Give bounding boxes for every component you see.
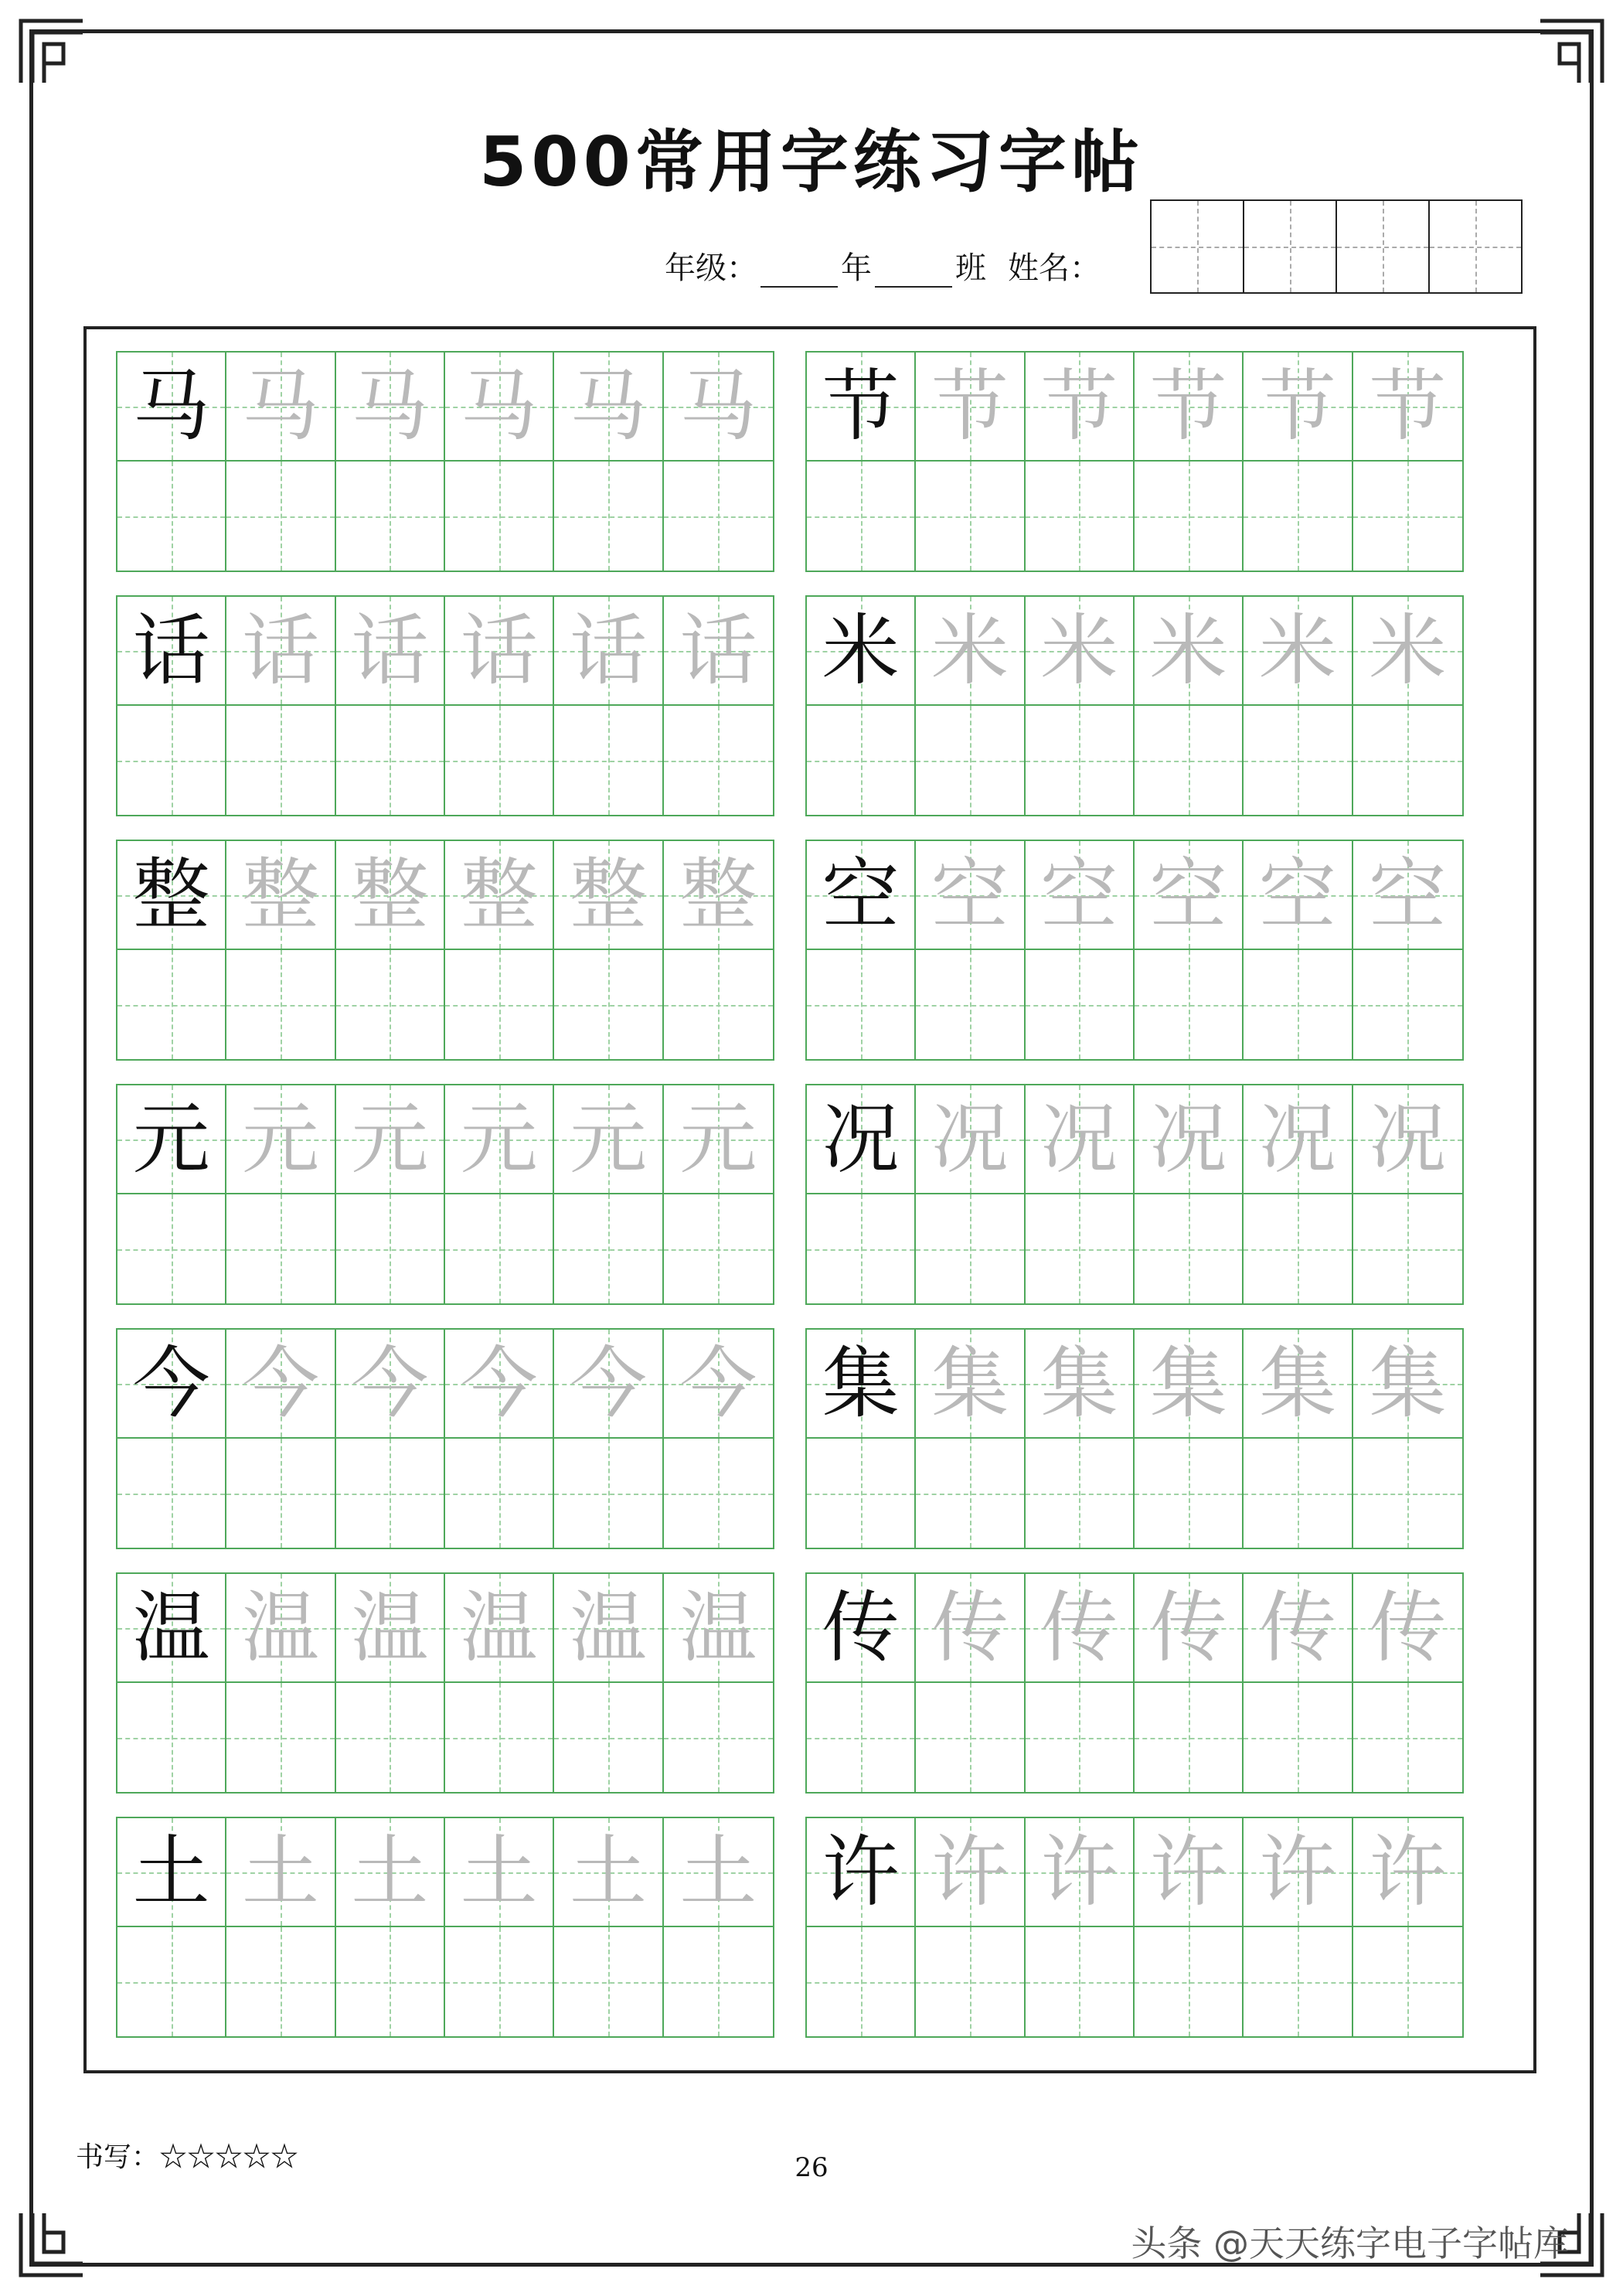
grid-cell[interactable] — [554, 1818, 663, 1927]
name-boxes — [1152, 199, 1523, 294]
trace-character: 集 — [1369, 1337, 1447, 1429]
grid-cell[interactable] — [1135, 1194, 1244, 1303]
grid-cell[interactable] — [1353, 462, 1462, 571]
trace-character: 今 — [351, 1337, 429, 1429]
grid-cell[interactable] — [336, 1683, 445, 1792]
trace-character: 整 — [679, 849, 757, 940]
grid-cell[interactable] — [664, 1818, 773, 1927]
trace-character: 元 — [351, 1093, 429, 1184]
trace-character: 今 — [679, 1337, 757, 1429]
practice-area — [83, 326, 1536, 2073]
trace-character: 许 — [1258, 1826, 1336, 1917]
trace-character: 温 — [241, 1582, 319, 1673]
trace-character: 传 — [1369, 1582, 1447, 1673]
model-character: 温 — [132, 1582, 210, 1673]
grid-cell[interactable] — [226, 1818, 335, 1927]
year-label: 年 — [841, 250, 872, 286]
trace-character: 今 — [460, 1337, 538, 1429]
practice-block — [805, 1084, 1464, 1305]
grid-cell[interactable] — [1135, 462, 1244, 571]
grid-cell[interactable] — [1135, 1927, 1244, 2036]
grid-cell[interactable] — [445, 1439, 554, 1548]
grid-cell[interactable] — [445, 597, 554, 706]
grid-cell[interactable] — [117, 1683, 226, 1792]
model-character: 集 — [822, 1337, 900, 1429]
trace-character: 节 — [1369, 360, 1447, 451]
grid-cell[interactable] — [226, 1574, 335, 1683]
model-character: 米 — [822, 605, 900, 696]
trace-character: 况 — [1258, 1093, 1336, 1184]
grid-cell[interactable] — [807, 462, 916, 571]
grid-cell[interactable] — [226, 1927, 335, 2036]
model-character: 今 — [132, 1337, 210, 1429]
grid-cell[interactable] — [807, 1574, 916, 1683]
page-title: 500常用字练习字帖 — [479, 122, 1144, 202]
grid-cell[interactable] — [1353, 1574, 1462, 1683]
practice-block — [805, 351, 1464, 572]
trace-character: 马 — [241, 360, 319, 451]
trace-character: 米 — [1258, 605, 1336, 696]
grid-cell[interactable] — [664, 1085, 773, 1194]
grid-cell[interactable] — [1244, 1330, 1352, 1439]
practice-block — [116, 840, 774, 1061]
grid-cell[interactable] — [1244, 1574, 1352, 1683]
trace-character: 许 — [1040, 1826, 1118, 1917]
trace-character: 米 — [931, 605, 1009, 696]
trace-character: 节 — [931, 360, 1009, 451]
trace-character: 整 — [569, 849, 647, 940]
grid-cell[interactable] — [664, 1574, 773, 1683]
trace-character: 传 — [1040, 1582, 1118, 1673]
grid-cell[interactable] — [336, 1439, 445, 1548]
name-box[interactable] — [1243, 199, 1337, 294]
grid-cell[interactable] — [226, 1330, 335, 1439]
practice-block — [116, 351, 774, 572]
model-character: 马 — [132, 360, 210, 451]
grid-cell[interactable] — [807, 353, 916, 462]
grid-cell[interactable] — [226, 597, 335, 706]
rating-stars[interactable]: ☆☆☆☆☆ — [159, 2141, 299, 2173]
grid-cell[interactable] — [1353, 841, 1462, 950]
grid-cell[interactable] — [226, 706, 335, 815]
practice-block — [116, 1572, 774, 1794]
grid-cell[interactable] — [445, 462, 554, 571]
grid-cell[interactable] — [226, 1439, 335, 1548]
student-info — [665, 244, 1101, 288]
grid-cell[interactable] — [1135, 1574, 1244, 1683]
trace-character: 米 — [1149, 605, 1227, 696]
model-character: 许 — [822, 1826, 900, 1917]
grid-cell[interactable] — [1026, 706, 1135, 815]
grid-cell[interactable] — [117, 1085, 226, 1194]
grid-cell[interactable] — [807, 1330, 916, 1439]
model-character: 节 — [822, 360, 900, 451]
grid-cell[interactable] — [1135, 1439, 1244, 1548]
trace-character: 话 — [679, 605, 757, 696]
grid-cell[interactable] — [1244, 353, 1352, 462]
grid-cell[interactable] — [916, 1194, 1025, 1303]
grid-cell[interactable] — [554, 1574, 663, 1683]
grid-cell[interactable] — [445, 1818, 554, 1927]
grid-cell[interactable] — [445, 1927, 554, 2036]
grid-cell[interactable] — [336, 1818, 445, 1927]
trace-character: 况 — [1149, 1093, 1227, 1184]
model-character: 况 — [822, 1093, 900, 1184]
corner-ornament-icon — [17, 2209, 87, 2279]
grid-cell[interactable] — [336, 1085, 445, 1194]
grid-cell[interactable] — [336, 1927, 445, 2036]
grid-cell[interactable] — [554, 462, 663, 571]
grid-cell[interactable] — [1135, 353, 1244, 462]
trace-character: 温 — [569, 1582, 647, 1673]
trace-character: 米 — [1369, 605, 1447, 696]
grid-cell[interactable] — [554, 1927, 663, 2036]
grid-cell[interactable] — [226, 841, 335, 950]
trace-character: 节 — [1149, 360, 1227, 451]
grid-cell[interactable] — [807, 1683, 916, 1792]
grid-cell[interactable] — [1135, 597, 1244, 706]
trace-character: 传 — [931, 1582, 1009, 1673]
grid-cell[interactable] — [117, 1927, 226, 2036]
grid-cell[interactable] — [1026, 353, 1135, 462]
grid-cell[interactable] — [664, 1683, 773, 1792]
grid-cell[interactable] — [1244, 462, 1352, 571]
grid-cell[interactable] — [1135, 706, 1244, 815]
grid-cell[interactable] — [1353, 353, 1462, 462]
grid-cell[interactable] — [445, 1330, 554, 1439]
grid-cell[interactable] — [1353, 1085, 1462, 1194]
trace-character: 温 — [460, 1582, 538, 1673]
grid-cell[interactable] — [1353, 1439, 1462, 1548]
grid-cell[interactable] — [117, 1330, 226, 1439]
grid-cell[interactable] — [1135, 950, 1244, 1059]
grid-cell[interactable] — [554, 597, 663, 706]
grid-cell[interactable] — [916, 841, 1025, 950]
trace-character: 马 — [351, 360, 429, 451]
grid-cell[interactable] — [664, 841, 773, 950]
grid-cell[interactable] — [807, 1194, 916, 1303]
grid-cell[interactable] — [336, 950, 445, 1059]
name-box[interactable] — [1428, 199, 1523, 294]
trace-character: 米 — [1040, 605, 1118, 696]
trace-character: 土 — [569, 1826, 647, 1917]
practice-block — [116, 595, 774, 816]
grid-cell[interactable] — [226, 1194, 335, 1303]
grid-cell[interactable] — [1353, 706, 1462, 815]
practice-block — [805, 840, 1464, 1061]
grid-cell[interactable] — [1244, 1085, 1352, 1194]
trace-character: 土 — [679, 1826, 757, 1917]
grid-cell[interactable] — [664, 597, 773, 706]
grid-cell[interactable] — [916, 597, 1025, 706]
grid-cell[interactable] — [117, 1194, 226, 1303]
grid-cell[interactable] — [1026, 841, 1135, 950]
grid-cell[interactable] — [664, 706, 773, 815]
grid-cell[interactable] — [554, 1194, 663, 1303]
grid-cell[interactable] — [117, 1818, 226, 1927]
trace-character: 话 — [569, 605, 647, 696]
grid-cell[interactable] — [1135, 1818, 1244, 1927]
grid-cell[interactable] — [807, 706, 916, 815]
trace-character: 马 — [569, 360, 647, 451]
grid-cell[interactable] — [916, 1574, 1025, 1683]
grid-cell[interactable] — [1026, 597, 1135, 706]
grid-cell[interactable] — [336, 353, 445, 462]
grid-cell[interactable] — [554, 950, 663, 1059]
name-box[interactable] — [1150, 199, 1244, 294]
grid-cell[interactable] — [1026, 1818, 1135, 1927]
trace-character: 话 — [460, 605, 538, 696]
grid-cell[interactable] — [1026, 1194, 1135, 1303]
grid-cell[interactable] — [336, 841, 445, 950]
trace-character: 整 — [351, 849, 429, 940]
trace-character: 马 — [679, 360, 757, 451]
grid-cell[interactable] — [1026, 950, 1135, 1059]
trace-character: 传 — [1258, 1582, 1336, 1673]
grid-cell[interactable] — [916, 1818, 1025, 1927]
grid-cell[interactable] — [226, 1085, 335, 1194]
grid-cell[interactable] — [554, 841, 663, 950]
practice-block — [116, 1084, 774, 1305]
trace-character: 节 — [1040, 360, 1118, 451]
grade-blank[interactable] — [760, 255, 838, 288]
trace-character: 今 — [241, 1337, 319, 1429]
grid-cell[interactable] — [445, 706, 554, 815]
grid-cell[interactable] — [664, 1330, 773, 1439]
grid-cell[interactable] — [1135, 1085, 1244, 1194]
trace-character: 元 — [679, 1093, 757, 1184]
trace-character: 况 — [1040, 1093, 1118, 1184]
grid-cell[interactable] — [117, 950, 226, 1059]
grid-cell[interactable] — [916, 706, 1025, 815]
trace-character: 许 — [931, 1826, 1009, 1917]
grid-cell[interactable] — [1353, 1194, 1462, 1303]
grid-cell[interactable] — [916, 950, 1025, 1059]
grid-cell[interactable] — [336, 597, 445, 706]
grid-cell[interactable] — [664, 1439, 773, 1548]
grid-cell[interactable] — [445, 1194, 554, 1303]
trace-character: 话 — [241, 605, 319, 696]
trace-character: 空 — [931, 849, 1009, 940]
grid-cell[interactable] — [117, 841, 226, 950]
grid-cell[interactable] — [916, 1927, 1025, 2036]
trace-character: 传 — [1149, 1582, 1227, 1673]
grid-cell[interactable] — [916, 353, 1025, 462]
trace-character: 况 — [1369, 1093, 1447, 1184]
grid-cell[interactable] — [226, 462, 335, 571]
grid-cell[interactable] — [117, 1439, 226, 1548]
grid-cell[interactable] — [1026, 1683, 1135, 1792]
grid-cell[interactable] — [1244, 1683, 1352, 1792]
grid-cell[interactable] — [664, 1927, 773, 2036]
name-label: 姓名： — [1008, 250, 1101, 286]
grid-cell[interactable] — [336, 1194, 445, 1303]
grid-cell[interactable] — [916, 1439, 1025, 1548]
model-character: 空 — [822, 849, 900, 940]
grid-cell[interactable] — [1244, 706, 1352, 815]
model-character: 元 — [132, 1093, 210, 1184]
trace-character: 集 — [1040, 1337, 1118, 1429]
grid-cell[interactable] — [1244, 1927, 1352, 2036]
grid-cell[interactable] — [916, 1330, 1025, 1439]
trace-character: 温 — [679, 1582, 757, 1673]
grid-cell[interactable] — [1353, 1683, 1462, 1792]
grid-cell[interactable] — [664, 950, 773, 1059]
trace-character: 空 — [1149, 849, 1227, 940]
grid-cell[interactable] — [554, 1439, 663, 1548]
grid-cell[interactable] — [554, 353, 663, 462]
trace-character: 集 — [931, 1337, 1009, 1429]
grid-cell[interactable] — [1244, 841, 1352, 950]
practice-block — [116, 1328, 774, 1549]
grid-cell[interactable] — [117, 706, 226, 815]
grid-cell[interactable] — [1244, 597, 1352, 706]
class-blank[interactable] — [875, 255, 952, 288]
grid-cell[interactable] — [226, 950, 335, 1059]
grid-cell[interactable] — [1026, 462, 1135, 571]
grid-cell[interactable] — [807, 1439, 916, 1548]
grid-cell[interactable] — [1353, 1330, 1462, 1439]
grid-cell[interactable] — [916, 1085, 1025, 1194]
trace-character: 集 — [1149, 1337, 1227, 1429]
grid-cell[interactable] — [1135, 1330, 1244, 1439]
practice-block — [805, 1817, 1464, 2038]
trace-character: 马 — [460, 360, 538, 451]
grid-cell[interactable] — [807, 1818, 916, 1927]
grid-cell[interactable] — [1353, 950, 1462, 1059]
grid-cell[interactable] — [1026, 1927, 1135, 2036]
trace-character: 土 — [351, 1826, 429, 1917]
grid-cell[interactable] — [226, 1683, 335, 1792]
grid-cell[interactable] — [445, 353, 554, 462]
trace-character: 今 — [569, 1337, 647, 1429]
grid-cell[interactable] — [554, 706, 663, 815]
grid-cell[interactable] — [1026, 1439, 1135, 1548]
trace-character: 整 — [241, 849, 319, 940]
grid-cell[interactable] — [807, 597, 916, 706]
trace-character: 集 — [1258, 1337, 1336, 1429]
model-character: 整 — [132, 849, 210, 940]
grid-cell[interactable] — [445, 1574, 554, 1683]
grid-cell[interactable] — [445, 1683, 554, 1792]
grid-cell[interactable] — [336, 706, 445, 815]
grid-cell[interactable] — [554, 1683, 663, 1792]
grid-cell[interactable] — [1244, 1439, 1352, 1548]
practice-block — [805, 1328, 1464, 1549]
grid-cell[interactable] — [807, 1085, 916, 1194]
grid-cell[interactable] — [1135, 841, 1244, 950]
grid-cell[interactable] — [1353, 1927, 1462, 2036]
grid-cell[interactable] — [807, 1927, 916, 2036]
grid-cell[interactable] — [336, 462, 445, 571]
watermark: 头条 @天天练字电子字帖库 — [1131, 2223, 1569, 2264]
model-character: 传 — [822, 1582, 900, 1673]
trace-character: 元 — [241, 1093, 319, 1184]
grade-label: 年级： — [665, 250, 757, 286]
model-character: 土 — [132, 1826, 210, 1917]
grid-cell[interactable] — [445, 950, 554, 1059]
grid-cell[interactable] — [336, 1574, 445, 1683]
grid-cell[interactable] — [807, 841, 916, 950]
grid-cell[interactable] — [554, 1330, 663, 1439]
trace-character: 整 — [460, 849, 538, 940]
grid-cell[interactable] — [1353, 1818, 1462, 1927]
grid-cell[interactable] — [117, 1574, 226, 1683]
corner-ornament-icon — [17, 17, 87, 87]
grid-cell[interactable] — [664, 1194, 773, 1303]
practice-block — [116, 1817, 774, 2038]
grid-cell[interactable] — [916, 1683, 1025, 1792]
grid-cell[interactable] — [554, 1085, 663, 1194]
name-box[interactable] — [1335, 199, 1430, 294]
grid-cell[interactable] — [1244, 1194, 1352, 1303]
grid-cell[interactable] — [1244, 1818, 1352, 1927]
trace-character: 土 — [460, 1826, 538, 1917]
grid-cell[interactable] — [916, 462, 1025, 571]
grid-cell[interactable] — [1026, 1085, 1135, 1194]
trace-character: 空 — [1258, 849, 1336, 940]
trace-character: 许 — [1149, 1826, 1227, 1917]
grid-cell[interactable] — [117, 462, 226, 571]
grid-cell[interactable] — [1026, 1574, 1135, 1683]
trace-character: 节 — [1258, 360, 1336, 451]
grid-cell[interactable] — [1244, 950, 1352, 1059]
grid-cell[interactable] — [445, 841, 554, 950]
grid-cell[interactable] — [1026, 1330, 1135, 1439]
trace-character: 空 — [1369, 849, 1447, 940]
trace-character: 温 — [351, 1582, 429, 1673]
class-label: 班 — [955, 250, 986, 286]
grid-cell[interactable] — [336, 1330, 445, 1439]
trace-character: 土 — [241, 1826, 319, 1917]
practice-block — [805, 1572, 1464, 1794]
trace-character: 况 — [931, 1093, 1009, 1184]
grid-cell[interactable] — [226, 353, 335, 462]
trace-character: 话 — [351, 605, 429, 696]
page-number: 26 — [794, 2152, 829, 2183]
practice-block — [805, 595, 1464, 816]
trace-character: 元 — [460, 1093, 538, 1184]
grid-cell[interactable] — [117, 353, 226, 462]
trace-character: 空 — [1040, 849, 1118, 940]
grid-cell[interactable] — [445, 1085, 554, 1194]
trace-character: 元 — [569, 1093, 647, 1184]
grid-cell[interactable] — [664, 462, 773, 571]
model-character: 话 — [132, 605, 210, 696]
trace-character: 许 — [1369, 1826, 1447, 1917]
grid-cell[interactable] — [807, 950, 916, 1059]
grid-cell[interactable] — [1135, 1683, 1244, 1792]
grid-cell[interactable] — [117, 597, 226, 706]
corner-ornament-icon — [1536, 17, 1606, 87]
grid-cell[interactable] — [1353, 597, 1462, 706]
grid-cell[interactable] — [664, 353, 773, 462]
writing-label: 书写： — [76, 2141, 160, 2173]
